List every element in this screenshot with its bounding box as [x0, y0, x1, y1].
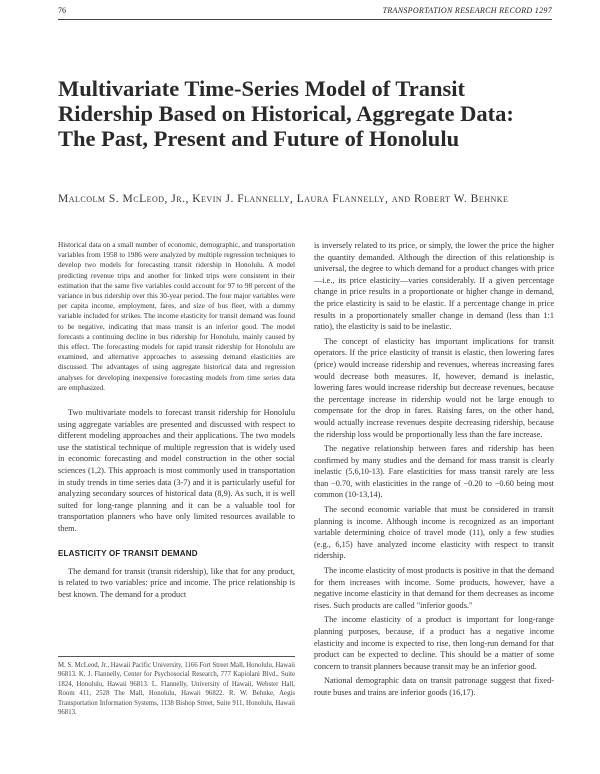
running-header — [58, 6, 552, 22]
body-paragraph: The concept of elasticity has important implications for transit operators. If the price elasticity of transit is elastic, then lowering fares (price) would increase ridership and revenues, whereas increasing fares would decrease both measures. If, however, demand is inelastic, lowering fares would increase ridership but decrease revenues, because the percentage increase in ridership would not be large enough to compensate for the drop in fares. Raising fares, on the other hand, would actually increase revenues despite decreasing ridership, because the ridership loss would be proportionally less than the fare increase. — [314, 336, 554, 439]
header-rule — [58, 19, 552, 20]
section-heading: ELASTICITY OF TRANSIT DEMAND — [58, 548, 198, 558]
abstract: Historical data on a small number of economic, demographic, and transportation variables from 1958 to 1986 were analyzed by multiple regression techniques to develop two models for forecasting transit ridership in Honolulu. A model predicting revenue trips and another for linked trips were consistent in their estimation that the same five variables could account for 97 to 98 percent of the variance in bus ridership over this 30-year period. The four major variables were per capita income, employment, fares, and size of bus fleet, with a dummy variable included for strikes. The income elasticity for transit demand was found to be negative, indicating that mass transit is an inferior good. The model forecasts a continuing decline in bus ridership for Honolulu, mainly caused by this effect. The forecasting models for rapid transit ridership for Honolulu are examined, and alternative approaches to assessing demand elasticities are discussed. The advantages of using aggregate historical data and regression analyses for developing inexpensive forecasting models from time series data are emphasized. — [58, 240, 295, 392]
section-paragraph: The demand for transit (transit ridership), like that for any product, is related to two variables: price and income. The price relationship is best known. The demand for a product — [58, 566, 295, 599]
journal-name: TRANSPORTATION RESEARCH RECORD 1297 — [382, 6, 552, 15]
paper-title: Multivariate Time-Series Model of Transit Ridership Based on Historical, Aggregate Data: The Past, Present and Future of Honolulu — [58, 76, 514, 151]
author-affiliations-footnote: M. S. McLeod, Jr., Hawaii Pacific University, 1166 Fort Street Mall, Honolulu, Hawaii 96813. K. J. Flannelly, Center for Psychosocial Research, 777 Kapiolani Blvd., Suite 1824, Honolulu, Hawaii 96813. L. Flannelly, University of Hawaii, Webster Hall, Room 411, 2528 The Mall, Honolulu, Hawaii 96822. R. W. Behnke, Aegis Transportation Information Systems, 1138 Bishop Street, Suite 911, Honolulu, Hawaii 96813. — [58, 656, 295, 717]
author-list: Malcolm S. McLeod, Jr., Kevin J. Flannelly, Laura Flannelly, and Robert W. Behnke — [58, 193, 509, 205]
body-paragraph: is inversely related to its price, or simply, the lower the price the higher the quantity demanded. Although the direction of this relationship is universal, the degree to which demand for a product changes with price—i.e., its price elasticity—varies considerably. If a given percentage change in price results in a proportionate or higher change in demand, the price elasticity is said to be elastic. If a percentage change in price results in a proportionately smaller change in demand (less than 1:1 ratio), the elasticity is said to be inelastic. — [314, 241, 554, 332]
left-column — [58, 240, 295, 600]
page-number: 76 — [58, 6, 66, 15]
body-paragraph: The negative relationship between fares and ridership has been confirmed by many studies and the demand for mass transit is clearly inelastic (5,6,10-13). Fare elasticities for mass transit rarely are less than −0.70, with elasticities in the range of −0.20 to −0.60 being most common (10-13,14). — [314, 444, 554, 500]
body-paragraph: National demographic data on transit patronage suggest that fixed-route buses and trains are inferior goods (16,17). — [314, 676, 554, 697]
right-column — [314, 240, 554, 702]
body-paragraph: The second economic variable that must be considered in transit planning is income. Although income is recognized as an important variable determining choice of travel mode (11), only a few studies (e.g., 6,15) have analyzed income elasticity with respect to transit ridership. — [314, 505, 554, 561]
body-paragraph: The income elasticity of most products is positive in that the demand for them increases with income. Some products, however, have a negative income elasticity in that demand for them decreases as income rises. Such products are called "inferior goods." — [314, 566, 554, 610]
body-paragraph: The income elasticity of a product is important for long-range planning purposes, because, if a product has a negative income elasticity and income is expected to rise, then long-run demand for that product can be expected to decline. This should be a matter of some concern to transit planners because transit may be an inferior good. — [314, 615, 554, 671]
intro-paragraph: Two multivariate models to forecast transit ridership for Honolulu using aggregate variables are presented and discussed with respect to different modeling approaches and their applications. The two models use the statistical technique of multiple regression that is widely used in economic forecasting and model construction in the other social sciences (1,2). This approach is most commonly used in transportation in study trends in time series data (3-7) and it is particularly useful for analyzing secondary sources of historical data (8,9). As such, it is well suited for long-range planning and it can be a valuable tool for transportation planners who have only limited resources available to them. — [58, 408, 295, 533]
